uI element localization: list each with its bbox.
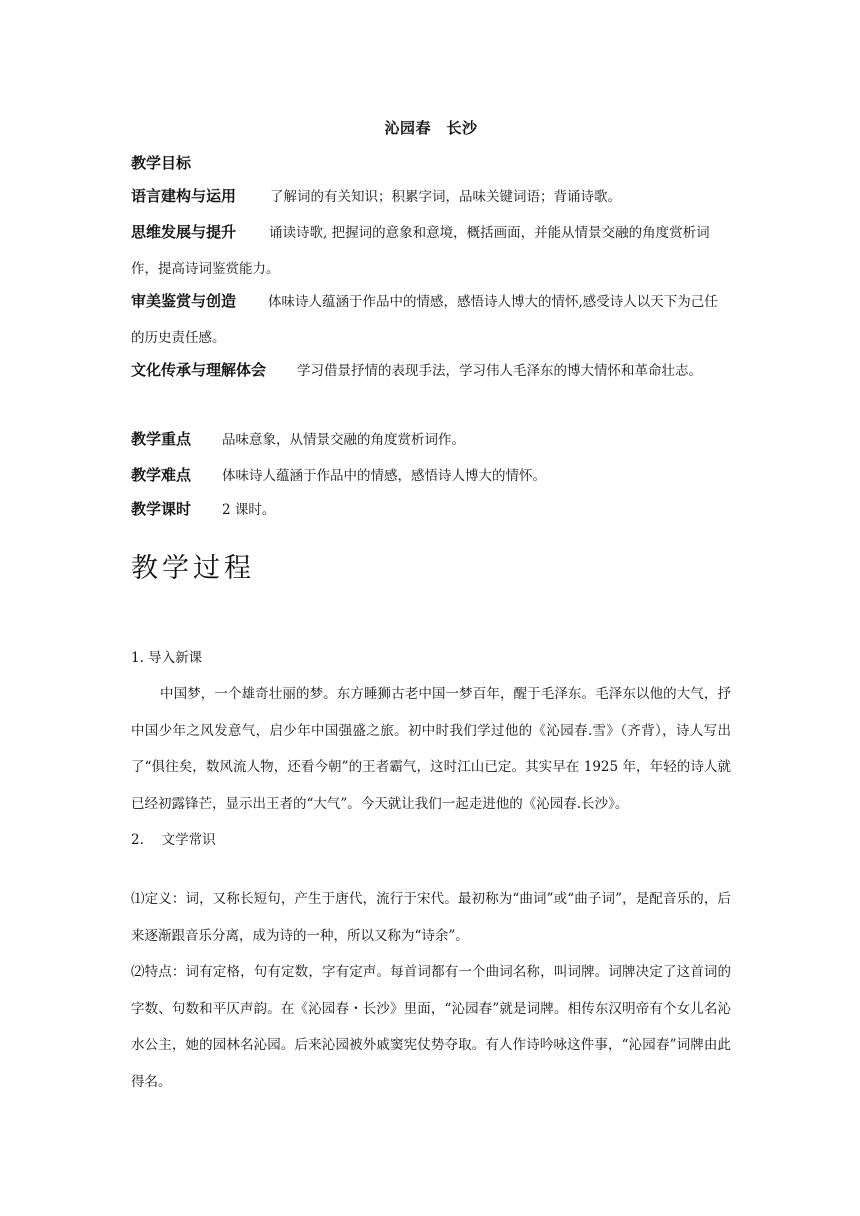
key-points-label: 教学重点 xyxy=(131,430,192,448)
key-points-text: 品味意象，从情景交融的角度赏析词作。 xyxy=(222,432,466,448)
objective-text: 诵读诗歌, 把握词的意象和意境，概括画面，并能从情景交融的角度赏析词作，提高诗词鉴赏能力。 xyxy=(131,225,710,277)
objectives-heading: 教学目标 xyxy=(131,154,192,172)
objective-label: 语言建构与运用 xyxy=(131,187,237,205)
objective-culture xyxy=(131,352,731,389)
objective-aesthetic xyxy=(131,283,731,356)
section2-definition: ⑴定义：词，又称长短句，产生于唐代，流行于宋代。最初称为“曲词”或“曲子词”，是配音乐的，后来逐渐跟音乐分离，成为诗的一种，所以又称为“诗余”。 xyxy=(131,891,731,944)
process-heading: 教学过程 xyxy=(131,553,255,584)
difficulties-text: 体味诗人蕴涵于作品中的情感，感悟诗人博大的情怀。 xyxy=(222,468,547,484)
class-hours xyxy=(131,491,731,528)
objective-language xyxy=(131,178,731,215)
section2-features: ⑵特点：词有定格，句有定数，字有定声。每首词都有一个曲词名称，叫词牌。词牌决定了这首词的字数、句数和平仄声韵。在《沁园春・长沙》里面，“沁园春”就是词牌。相传东汉明帝有个女儿名沁水公主，她的园林名沁园。后来沁园被外戚窦宪仗势夺取。有人作诗吟咏这件事，“沁园春”词牌由此得名。 xyxy=(131,964,731,1090)
section1-paragraph: 中国梦，一个雄奇壮丽的梦。东方睡狮古老中国一梦百年，醒于毛泽东。毛泽东以他的大气，抒中国少年之风发意气，启少年中国强盛之旅。初中时我们学过他的《沁园春.雪》（齐背），诗人写出了“俱往矣，数风流人物，还看今朝”的王者霸气，这时江山已定。其实早在 1925 年，年轻的诗人就已经初露锋芒，显示出王者的“大气”。今天就让我们一起走进他的《沁园春.长沙》。 xyxy=(131,686,731,812)
key-points xyxy=(131,421,731,458)
objective-label: 文化传承与理解体会 xyxy=(131,361,267,379)
objective-thinking xyxy=(131,214,731,287)
objective-label: 思维发展与提升 xyxy=(131,223,237,241)
document-title: 沁园春 长沙 xyxy=(384,119,478,137)
class-hours-text: 2 课时。 xyxy=(222,502,276,518)
objective-text: 体味诗人蕴涵于作品中的情感，感悟诗人博大的情怀,感受诗人以天下为己任的历史责任感。 xyxy=(131,294,718,346)
objective-label: 审美鉴赏与创造 xyxy=(131,292,237,310)
difficulties xyxy=(131,457,731,494)
objective-text: 了解词的有关知识；积累字词，品味关键词语；背诵诗歌。 xyxy=(270,189,622,205)
objective-text: 学习借景抒情的表现手法，学习伟人毛泽东的博大情怀和革命壮志。 xyxy=(297,363,703,379)
section1-heading: 1. 导入新课 xyxy=(131,650,203,666)
difficulties-label: 教学难点 xyxy=(131,466,192,484)
section2-heading: 2. 文学常识 xyxy=(131,832,216,848)
class-hours-label: 教学课时 xyxy=(131,500,192,518)
